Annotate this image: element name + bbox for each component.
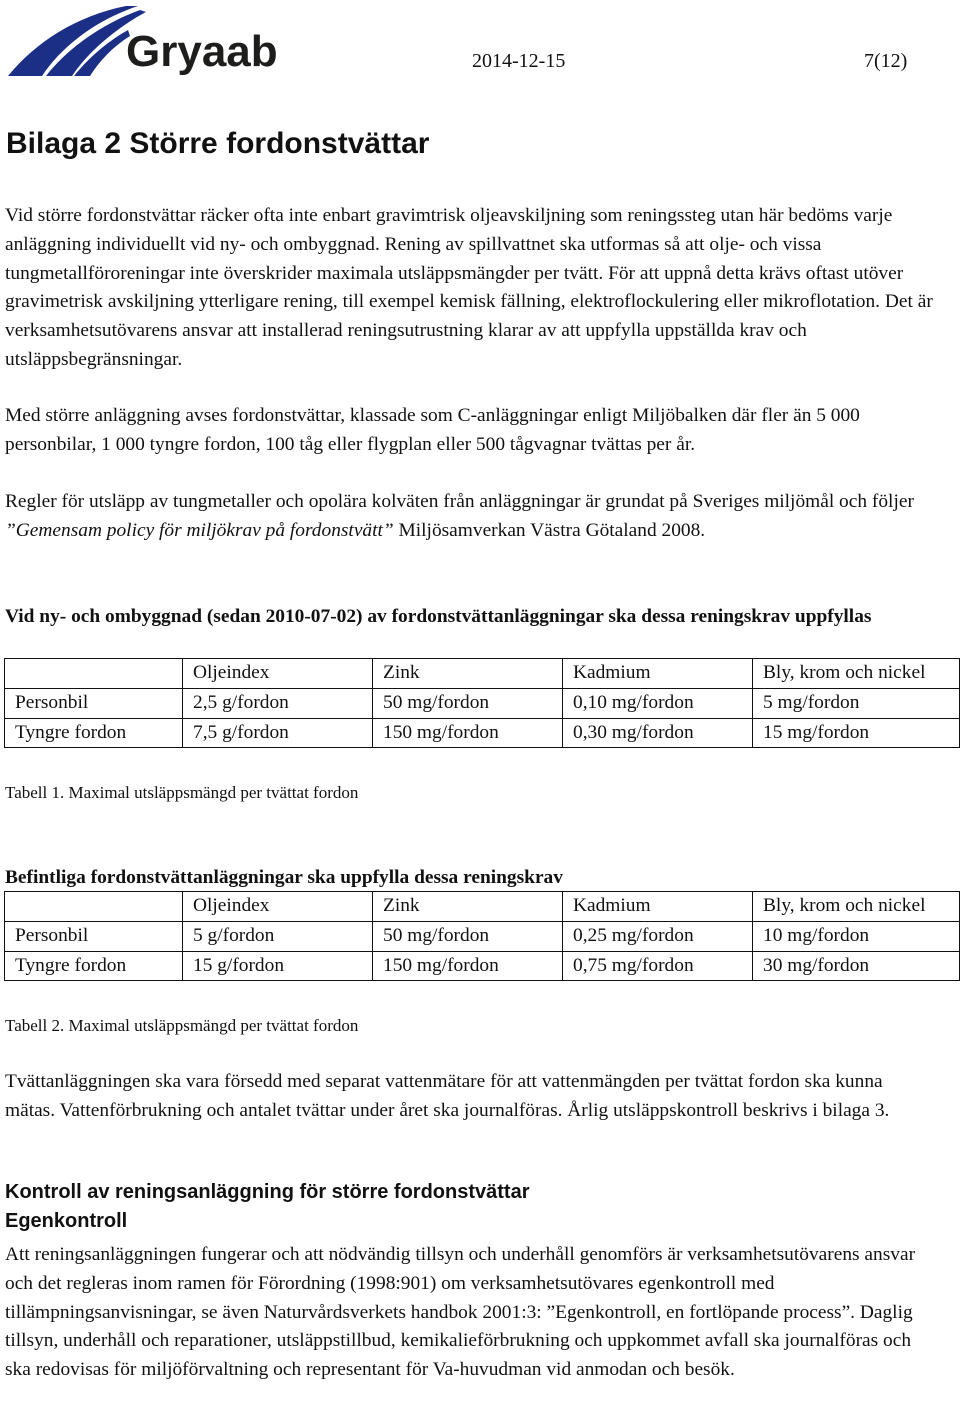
gryaab-logo: [6, 2, 306, 82]
table-cell: 150 mg/fordon: [373, 718, 563, 748]
table-header-cell: [5, 659, 183, 689]
table-cell: Personbil: [5, 921, 183, 951]
requirements-table-new: [4, 658, 960, 748]
table-row: [5, 688, 960, 718]
table-cell: 7,5 g/fordon: [183, 718, 373, 748]
logo-wordmark: Gryaab: [126, 27, 278, 76]
table-cell: 30 mg/fordon: [753, 951, 960, 981]
table-cell: 15 mg/fordon: [753, 718, 960, 748]
paragraph-definition: Med större anläggning avses fordonstvättar, klassade som C-anläggningar enligt Miljöbalken där fler än 5 000 personbilar, 1 000 tyngre fordon, 100 tåg eller flygplan eller 500 tågvagnar tvättas per år.: [5, 405, 860, 455]
table-cell: Tyngre fordon: [5, 718, 183, 748]
table-cell: 5 g/fordon: [183, 921, 373, 951]
paragraph-intro: Vid större fordonstvättar räcker ofta inte enbart gravimtrisk oljeavskiljning som reningssteg utan här bedöms varje anläggning individuellt vid ny- och ombyggnad. Rening av spillvattnet ska utformas så att olje- och vissa tungmetallföroreningar inte överskrider maximala utsläppsmängder per tvätt. För att uppnå detta krävs oftast utöver gravimetrisk avskiljning ytterligare rening, till exempel kemisk fällning, elektroflockulering eller mikroflotation. Det är verksamhetsutövarens ansvar att installerad reningsutrustning klarar av att uppfylla uppställda krav och utsläppsbegränsningar.: [5, 205, 933, 370]
paragraph-regulations: [5, 488, 935, 546]
requirements-table-existing: [4, 891, 960, 981]
table-cell: 15 g/fordon: [183, 951, 373, 981]
table-header-cell: Bly, krom och nickel: [753, 659, 960, 689]
table-header-cell: Zink: [373, 892, 563, 922]
section-existing-heading: Befintliga fordonstvättanläggningar ska uppfylla dessa reningskrav: [5, 867, 563, 888]
table-cell: 50 mg/fordon: [373, 921, 563, 951]
section-control-subheading: Egenkontroll: [5, 1210, 128, 1232]
table-header-row: [5, 659, 960, 689]
paragraph-self-control: Att reningsanläggningen fungerar och att nödvändig tillsyn och underhåll genomförs är verksamhetsutövarens ansvar och det regleras inom ramen för Förordning (1998:901) om verksamhetsutövares egenkontroll med tillämpningsanvisningar, se även Naturvårdsverkets handbok 2001:3: ”Egenkontroll, en fortlöpande process”. Daglig tillsyn, underhåll och reparationer, utsläppstillbud, kemikalieförbrukning och uppkommet avfall ska journalföras och ska redovisas för miljöförvaltning och representant för Va-huvudman vid anmodan och besök.: [5, 1244, 916, 1381]
table-cell: 10 mg/fordon: [753, 921, 960, 951]
table-caption-1: Tabell 1. Maximal utsläppsmängd per tvättat fordon: [5, 783, 359, 802]
header-page-number: 7(12): [864, 50, 908, 72]
section-new-heading: Vid ny- och ombyggnad (sedan 2010-07-02) av fordonstvättanläggningar ska dessa reningskrav uppfyllas: [5, 606, 872, 627]
table-cell: 50 mg/fordon: [373, 688, 563, 718]
header-date: 2014-12-15: [472, 50, 566, 72]
paragraph-regulations-text-2: Miljösamverkan Västra Götaland 2008.: [393, 519, 706, 541]
table-header-cell: [5, 892, 183, 922]
table-cell: 150 mg/fordon: [373, 951, 563, 981]
table-row: [5, 951, 960, 981]
table-header-cell: Oljeindex: [183, 892, 373, 922]
table-header-cell: Zink: [373, 659, 563, 689]
paragraph-water-meter: Tvättanläggningen ska vara försedd med separat vattenmätare för att vattenmängden per tvättat fordon ska kunna mätas. Vattenförbrukning och antalet tvättar under året ska journalföras. Årlig utsläppskontroll beskrivs i bilaga 3.: [5, 1071, 890, 1121]
table-cell: Personbil: [5, 688, 183, 718]
table-cell: 0,25 mg/fordon: [563, 921, 753, 951]
table-header-row: [5, 892, 960, 922]
paragraph-regulations-text-1: Regler för utsläpp av tungmetaller och opolära kolväten från anläggningar är grundat på Sveriges miljömål och följer: [5, 491, 914, 512]
policy-title: ”Gemensam policy för miljökrav på fordonstvätt”: [5, 519, 394, 541]
table-cell: 0,30 mg/fordon: [563, 718, 753, 748]
table-caption-2: Tabell 2. Maximal utsläppsmängd per tvättat fordon: [5, 1016, 359, 1035]
table-row: [5, 718, 960, 748]
page-title: Bilaga 2 Större fordonstvättar: [6, 127, 430, 160]
table-cell: 0,10 mg/fordon: [563, 688, 753, 718]
table-header-cell: Oljeindex: [183, 659, 373, 689]
table-header-cell: Bly, krom och nickel: [753, 892, 960, 922]
table-cell: Tyngre fordon: [5, 951, 183, 981]
table-cell: 0,75 mg/fordon: [563, 951, 753, 981]
table-row: [5, 921, 960, 951]
table-cell: 2,5 g/fordon: [183, 688, 373, 718]
table-header-cell: Kadmium: [563, 659, 753, 689]
table-cell: 5 mg/fordon: [753, 688, 960, 718]
table-header-cell: Kadmium: [563, 892, 753, 922]
section-control-heading: Kontroll av reningsanläggning för större fordonstvättar: [5, 1181, 530, 1203]
